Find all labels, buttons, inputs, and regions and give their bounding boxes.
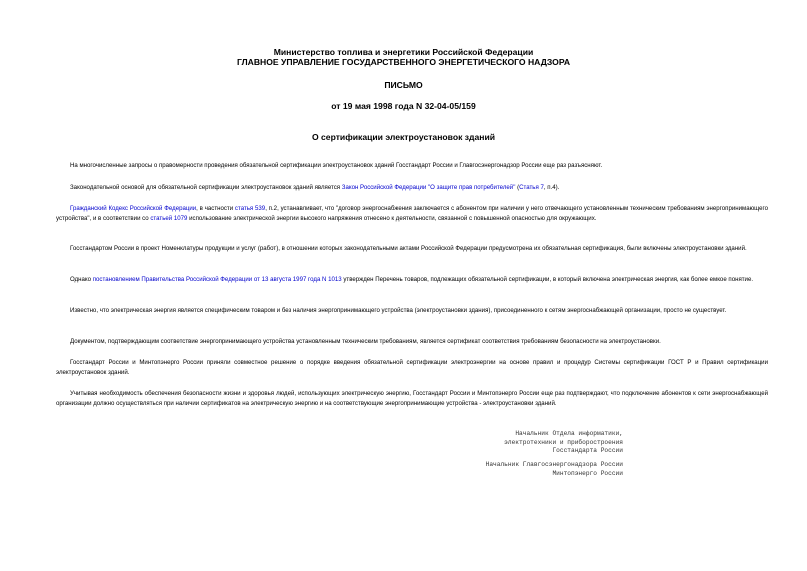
signature-block-2: [486, 461, 623, 478]
paragraph-4: Госстандартом России в проект Номенклатуры продукции и услуг (работ), в отношении которых законодательными актами Российской Федерации предусмотрена их обязательная сертификация, были включены электроустановки зданий.: [70, 245, 747, 252]
civil-code-link[interactable]: Гражданский Кодекс Российской Федерации: [70, 205, 197, 212]
paragraph-7: Документом, подтверждающим соответствие энергопринимающего устройства установленным техническим требованиям, является сертификат соответствия требованиям безопасности на электроустановки.: [70, 338, 661, 345]
paragraph-2-text-a: Законодательной основой для обязательной сертификации электроустановок зданий является: [70, 184, 342, 191]
paragraph-3-text-c: использование электрической энергии высокого напряжения отнесено к деятельности, связанной с повышенной опасностью для окружающих.: [187, 215, 597, 222]
paragraph-2: [56, 183, 768, 193]
paragraph-5-text-a: Однако: [70, 276, 93, 283]
document-date-number: от 19 мая 1998 года N 32-04-05/159: [331, 101, 476, 111]
signature-1-line-3: Госстандарта России: [552, 447, 623, 455]
signature-1-line-1: Начальник Отдела информатики,: [515, 430, 623, 437]
document-subject: О сертификации электроустановок зданий: [311, 132, 496, 142]
signature-block-1: [504, 430, 623, 456]
article-1079-link[interactable]: статьей 1079: [150, 215, 188, 222]
signature-1-line-2: электротехники и приборостроения: [504, 438, 623, 446]
paragraph-6: Известно, что электрическая энергия является специфическим товаром и без наличия энергопринимающего устройства (электроустановки здания), присоединенного к сетям энергоснабжающей организации, просто не существует.: [70, 307, 727, 314]
paragraph-3-text-a: , в частности: [196, 205, 235, 212]
paragraph-1: На многочисленные запросы о правомерности проведения обязательной сертификации электроустановок зданий Госстандарт России и Главгосэнергонадзор России еще раз разъясняют.: [70, 162, 603, 169]
article-539-link[interactable]: статья 539: [234, 205, 266, 212]
ministry-title: Министерство топлива и энергетики Российской Федерации: [273, 47, 534, 57]
paragraph-3: [56, 204, 768, 224]
paragraph-2-text-c: , п.4).: [543, 184, 560, 191]
paragraph-3-text-b: , п.2, устанавливает, что "договор энергоснабжения заключается с абонентом при наличии у него отвечающего установленным техническим требованиям энергопринимающего устройства", и в соответствии со: [56, 205, 768, 222]
paragraph-9: Учитывая необходимость обеспечения безопасности жизни и здоровья людей, использующих электрическую энергию, Госстандарт России и Минтопэнерго России еще раз подтверждают, что подключение абонентов к сети энергоснабжающей организации должно осуществляться при наличии сертификатов на электрическую энергию и на соответствующие энергопринимающие устройства - электроустановки зданий.: [56, 390, 768, 407]
paragraph-8: Госстандарт России и Минтопэнерго России приняли совместное решение о порядке введения обязательной сертификации электроэнергии на основе правил и процедур Системы сертификации ГОСТ Р и Правил сертификации электроустановок зданий.: [56, 359, 768, 376]
government-resolution-link[interactable]: постановлением Правительства Российской Федерации от 13 августа 1997 года N 1013: [92, 276, 342, 283]
paragraph-5-text-b: утвержден Перечень товаров, подлежащих обязательной сертификации, в который включена электрическая энергия, как более емкое понятие.: [341, 276, 754, 283]
signature-2-line-2: Минтопэнерго России: [552, 469, 623, 477]
agency-title: ГЛАВНОЕ УПРАВЛЕНИЕ ГОСУДАРСТВЕННОГО ЭНЕРГЕТИЧЕСКОГО НАДЗОРА: [236, 57, 571, 67]
signature-2-line-1: Начальник Главгосэнергонадзора России: [485, 461, 623, 468]
document-type: ПИСЬМО: [384, 80, 423, 90]
consumer-rights-law-link[interactable]: Закон Российской Федерации "О защите прав потребителей": [341, 184, 516, 191]
paragraph-2-text-b: (: [515, 184, 520, 191]
article-7-link[interactable]: Статья 7: [519, 184, 544, 191]
paragraph-5: [56, 275, 768, 285]
